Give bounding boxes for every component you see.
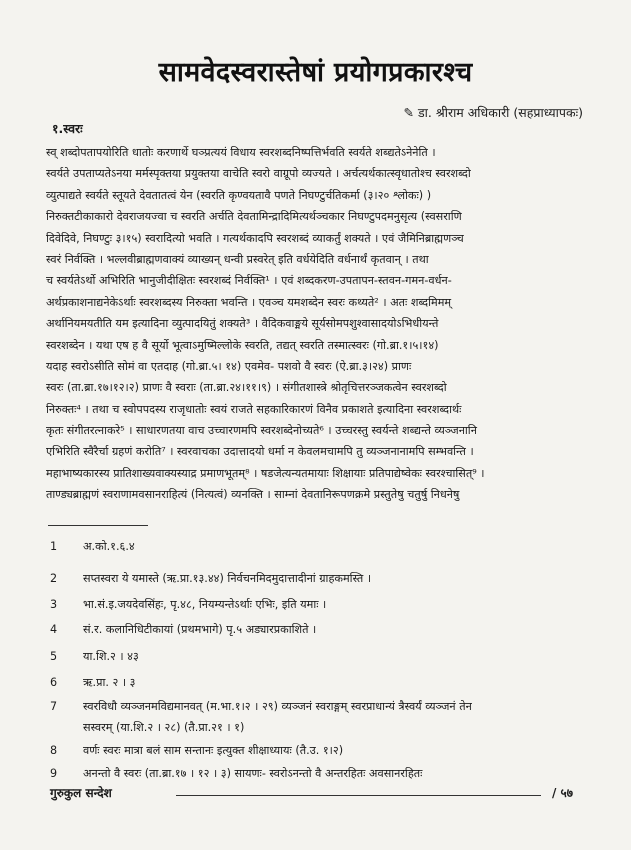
page-number: / ५७ xyxy=(552,786,574,800)
footnote-number: 3 xyxy=(50,598,58,611)
footnote-number: 8 xyxy=(50,744,58,757)
footnote-text: या.शि.२ । ४३ xyxy=(83,650,139,663)
body-line: व्युत्पाद्यते स्वर्यते स्तूयते देवतातत्वं येन (स्वरति कृण्वयतावै पणते निघण्टुर्चतिकर्मा (३।२० श्लोकः) ) xyxy=(46,188,432,202)
footnote xyxy=(50,765,600,783)
footnote xyxy=(50,648,600,666)
body-line: कृतः संगीतरत्नाकरे⁵ । साधारणतया वाच उच्चारणमपि स्वरशब्देनोच्यते⁶ । उच्चरस्तु स्वर्यन्ते शब्द्यन्ते व्यञ्जनानि xyxy=(46,424,477,438)
body-line: च स्वर्यतेऽर्थो अभिरिति भानुजीदीक्षितः स्वरशब्दं निर्वक्ति¹ । एवं शब्दकरण-उपतापन-स्तवन-गमन-वर्धन- xyxy=(46,274,452,288)
body-line: दिवेदिवे, निघण्टुः ३।१५) स्वरादित्यो भवति । गत्यर्थकादपि स्वरशब्दं व्याकर्तुं शक्यते । एवं जैमिनिब्राह्मणञ्च xyxy=(46,231,464,245)
body-line: ताण्ड्यब्राह्मणं स्वराणामवसानराहित्यं (नित्यत्वं) व्यनक्ति । साम्नां देवतानिरूपणक्रमे प्रस्तुतेषु चतुर्षु निधनेषु xyxy=(46,488,460,502)
body-line: अर्थानियमयतीति यम इत्यादिना व्युत्पादयितुं शक्यते³ । वैदिकवाङ्मये सूर्यसोमपशुश्वासादयोऽभिधीयन्ते xyxy=(46,317,439,331)
footer-rule xyxy=(176,795,541,796)
footnote-number: 6 xyxy=(50,676,58,689)
footnote xyxy=(50,674,600,692)
footnote xyxy=(50,698,600,716)
footnote-number: 5 xyxy=(50,650,58,663)
article-title: सामवेदस्वरास्तेषां प्रयोगप्रकारश्च xyxy=(158,57,473,88)
footnote xyxy=(50,742,600,760)
body-line: महाभाष्यकारस्य प्रातिशाख्यवाक्यस्याद्र प्रमाणभूतम्⁸ । षडजेत्यन्यतमायाः शिक्षायाः प्रतिपाद्येष्वेकः स्वरश्चासित्⁹ । xyxy=(46,466,485,480)
body-line: यदाह स्वरोऽसीति सोमं वा एतदाह (गो.ब्रा.५। १४) एवमेव- पशवो वै स्वरः (ऐ.ब्रा.३।२४) प्राणः xyxy=(46,359,412,373)
footnote-text: वर्णः स्वरः मात्रा बलं साम सन्तानः इत्युक्त शीक्षाध्यायः (तै.उ. १।२) xyxy=(83,744,344,757)
footnote-7-continuation: सस्वरम् (या.शि.२ । २८) (तै.प्रा.२१ । १) xyxy=(83,721,245,734)
body-paragraph xyxy=(46,142,594,506)
footnote-text: अ.को.१.६.४ xyxy=(83,540,135,553)
body-line: स्वरशब्देन । यथा एष ह वै सूर्यो भूत्वाऽमुष्मिल्लोके स्वरति, तद्यत् स्वरति तस्मात्स्वरः (गो.ब्रा.१।५।१४) xyxy=(46,338,439,352)
body-line: एभिरिति स्वैरैर्चा ग्रहणं करोति⁷ । स्वरवाचका उदात्तादयो धर्मा न केवलमचामपि तु व्यञ्जनानामपि सम्भवन्ति । xyxy=(46,445,474,459)
footnote-number: 9 xyxy=(50,767,58,780)
footnote-number: 2 xyxy=(50,572,58,585)
footnote xyxy=(50,621,600,639)
footnote-text: अनन्तो वै स्वरः (ता.ब्रा.१७ । १२ । ३) सायणः- स्वरोऽनन्तो वै अन्तरहितः अवसानरहितः xyxy=(83,767,423,780)
footnote xyxy=(50,596,600,614)
footnote-text: सप्तस्वरा ये यमास्ते (ऋ.प्रा.१३.४४) निर्वचनमिदमुदात्तादीनां ग्राहकमस्ति । xyxy=(83,572,372,585)
footnote-text: भा.सं.इ.जयदेवसिंहः, पृ.४८, नियम्यन्तेऽर्थाः एभिः, इति यमाः । xyxy=(83,598,327,611)
footnote-number: 1 xyxy=(50,540,58,553)
footnote-number: 7 xyxy=(50,700,58,713)
body-line: स्वर्यते उपताप्यतेऽनया मर्मस्पृक्तया प्रयुक्तया वाचेति स्वरो वाग्रूपो व्यज्यते । अर्चत्यर्थकात्स्वृधातोश्च स्वरशब्दो xyxy=(46,167,471,181)
footnote-divider xyxy=(48,525,148,526)
footnote xyxy=(50,538,600,556)
journal-name: गुरुकुल सन्देश xyxy=(50,786,112,800)
footnote-number: 4 xyxy=(50,623,58,636)
body-line: निरुक्तटीकाकारो देवराजयज्वा च स्वरति अर्चति देवतामिन्द्रादिमित्यर्थञ्चकार निघण्टुपदमनुसृत्य (स्वसराणि xyxy=(46,210,462,224)
body-line: स्वरः (ता.ब्रा.१७।१२।२) प्राणः वै स्वराः (ता.ब्रा.२४।११।९) । संगीतशास्त्रे श्रोतृचित्तरञ्जकत्वेन स्वरशब्दो xyxy=(46,381,447,395)
author-line: ✎ डा. श्रीराम अधिकारी (सहप्राध्यापकः) xyxy=(403,105,583,120)
footnote-text: सं.र. कलानिधिटीकायां (प्रथमभागे) पृ.५ अड्यारप्रकाशिते । xyxy=(83,623,317,636)
footnote-text: ऋ.प्रा. २ । ३ xyxy=(83,676,136,689)
section-heading: १.स्वरः xyxy=(52,121,83,136)
footnote-text: स्वरविधौ व्यञ्जनमविद्यमानवत् (म.भा.१।२ । २९) व्यञ्जनं स्वराङ्गम् स्वरप्राधान्यं त्रैस्वर्यं व्यञ्जनं तेन xyxy=(83,700,472,713)
body-line: निरुक्तः⁴ । तथा च स्वोपपदस्य राजृधातोः स्वयं राजते सहकारिकारणं विनैव प्रकाशते इत्यादिना स्वरशब्दार्थः xyxy=(46,402,462,416)
footnote xyxy=(50,570,600,588)
body-line: अर्थप्रकाशनाद्यनेकेऽर्थाः स्वरशब्दस्य निरुक्ता भवन्ति । एवञ्च यमशब्देन स्वरः कथ्यते² । अतः शब्दमिमम् xyxy=(46,295,452,309)
body-line: स्व् शब्दोपतापयोरिति धातोः करणार्थे घञ्प्रत्ययं विधाय स्वरशब्दनिष्पत्तिर्भवति स्वर्यते शब्द्यतेऽनेनेति । xyxy=(46,146,436,159)
body-line: स्वरं निर्वक्ति । भल्लवीब्राह्मणवाक्यं व्याख्यन् धन्वी प्रस्वरेत् इति वर्धयेदिति वर्धनार्थं कृतवान् । तथा xyxy=(46,252,429,266)
